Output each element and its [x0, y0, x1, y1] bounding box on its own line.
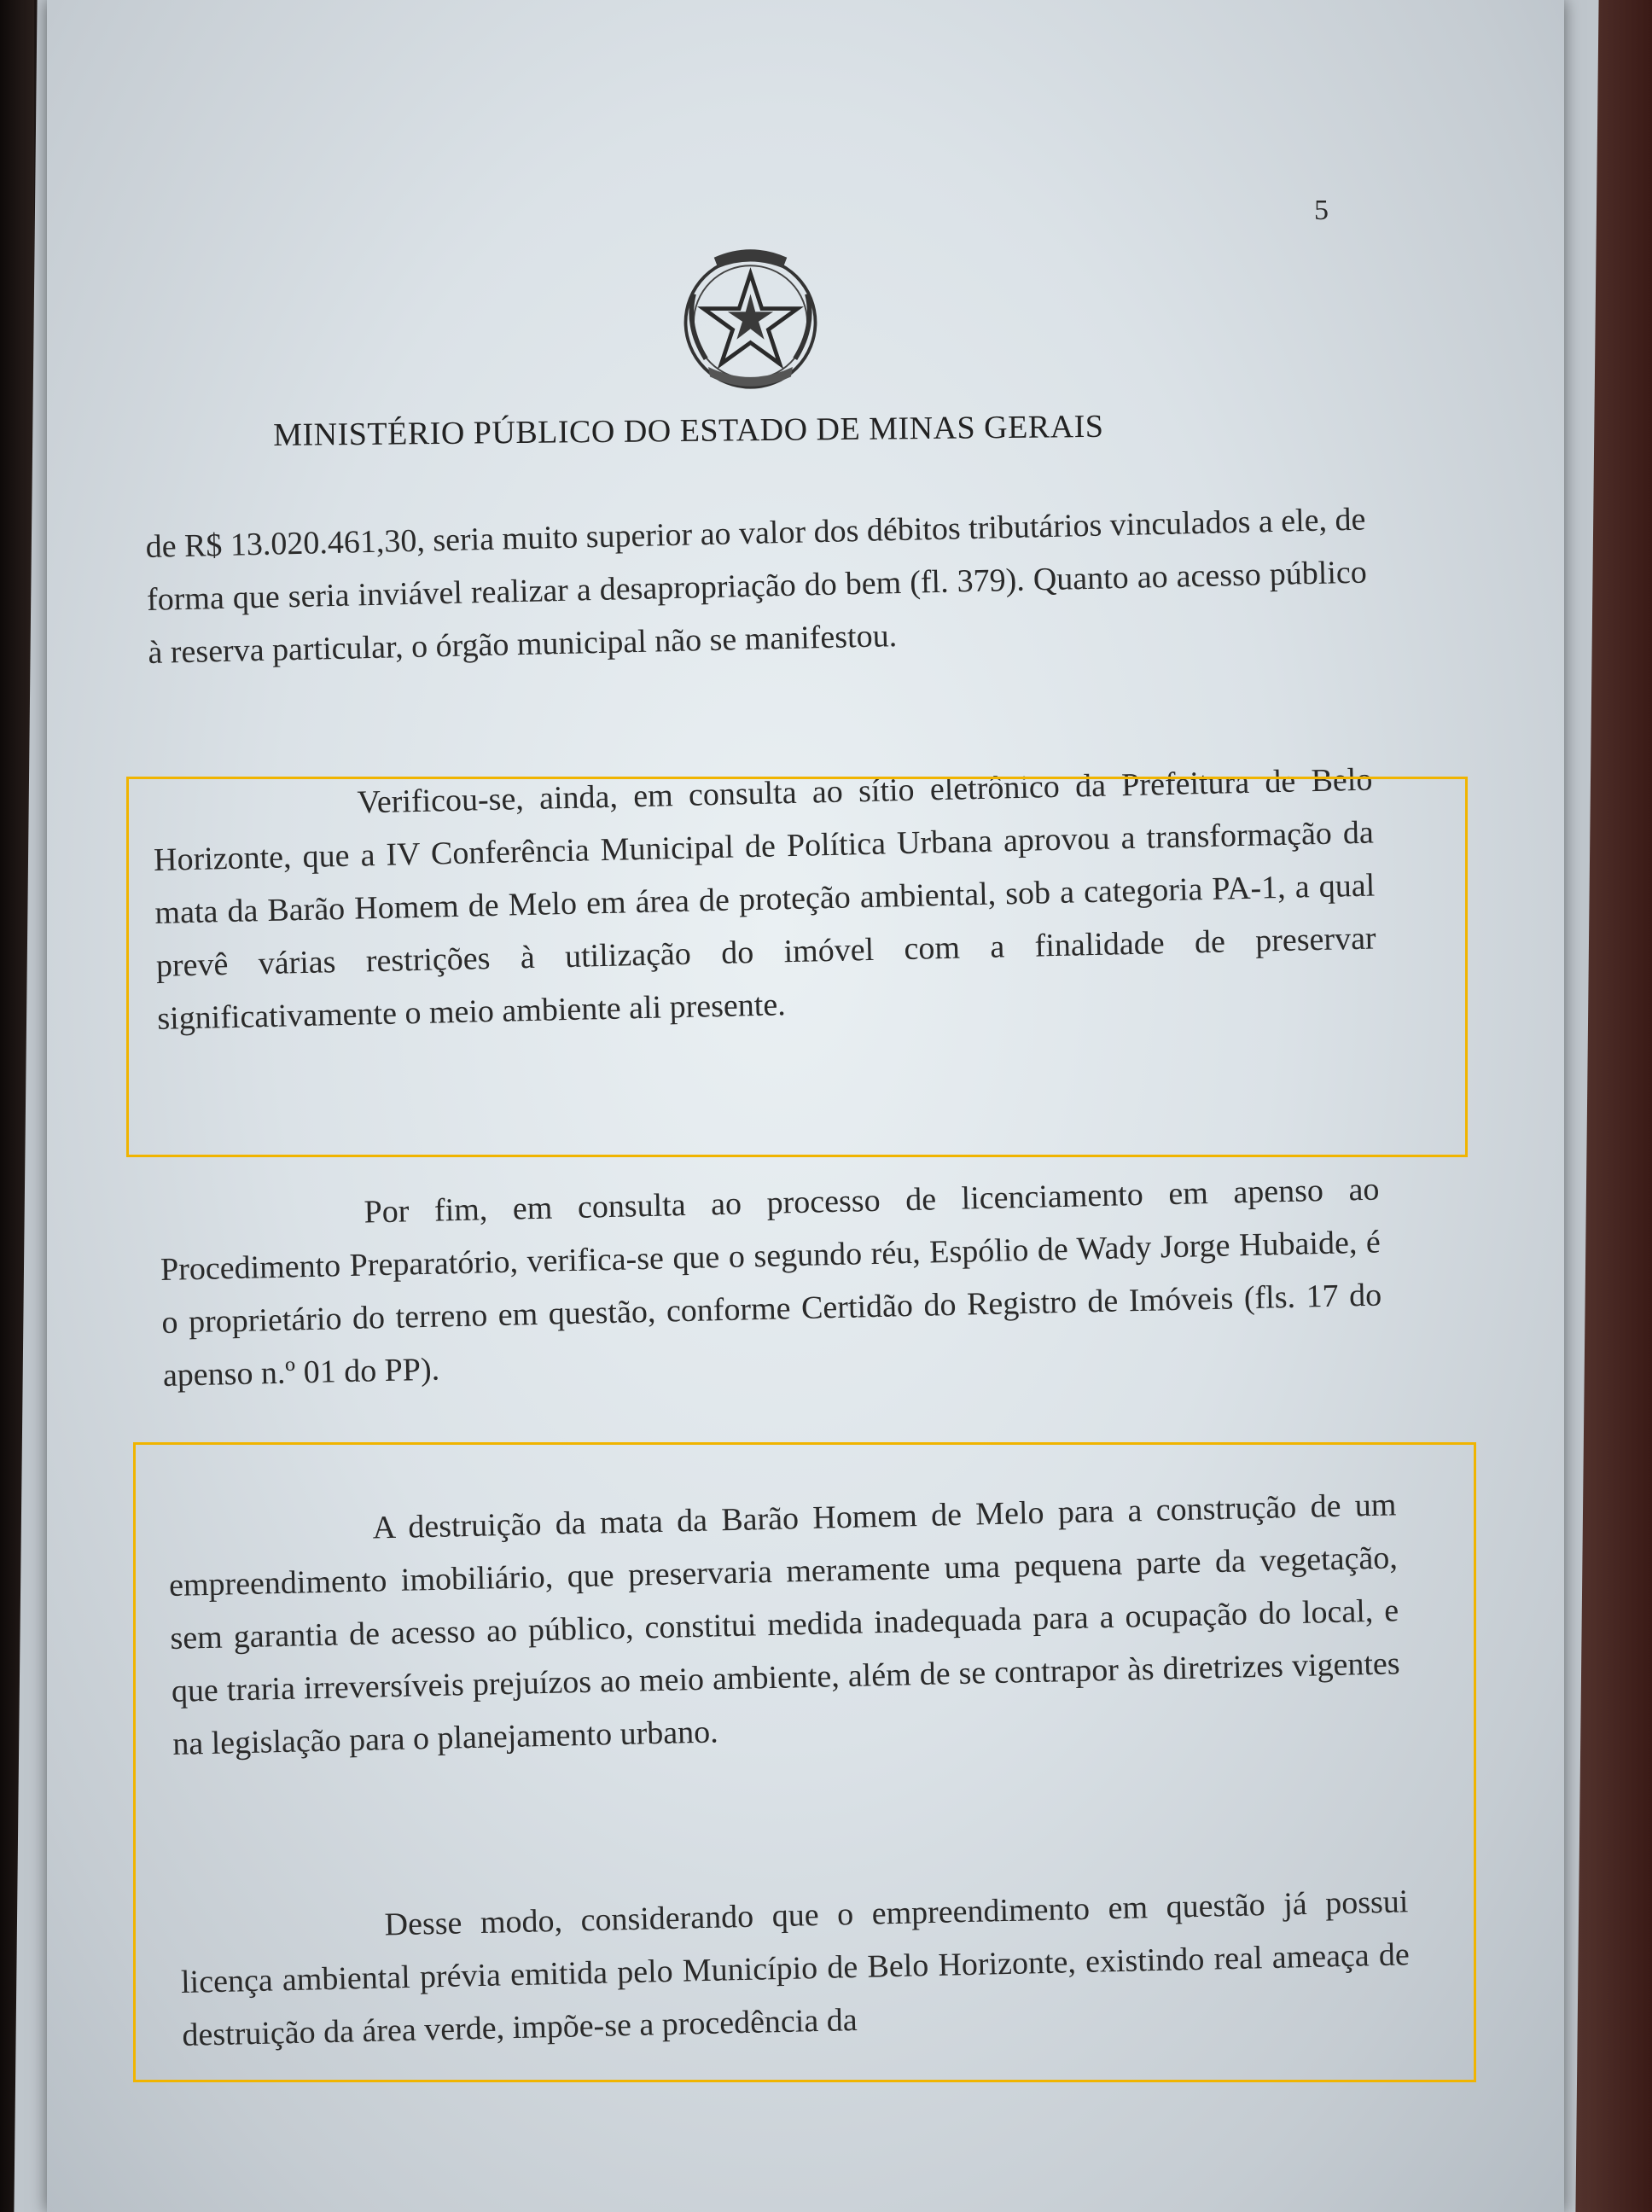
paragraph-3-text: Por fim, em consulta ao processo de licenciamento em apenso ao Procedimento Preparatório, verifica-se que o segundo réu, Espólio de Wady Jorge Hubaide, é o proprietário do terreno em questão, conforme Certidão do Registro de Imóveis (fls. 17 do apenso n.º 01 do PP).	[160, 1171, 1382, 1394]
paragraph-1	[145, 493, 1369, 679]
paragraph-4-text: A destruição da mata da Barão Homem de Melo para a construção de um empreendimento imobiliário, que preservaria meramente uma pequena parte da vegetação, sem garantia de acesso ao público, constitui medida inadequada para a ocupação do local, e que traria irreversíveis prejuízos ao meio ambiente, além de se contrapor às diretrizes vigentes na legislação para o planejamento urbano.	[168, 1487, 1401, 1762]
paragraph-3	[159, 1163, 1383, 1402]
highlight-box-1	[126, 777, 1468, 1157]
page-number: 5	[1314, 195, 1329, 226]
paragraph-1-text: de R$ 13.020.461,30, seria muito superior ao valor dos débitos tributários vinculados a ele, de forma que seria inviável realizar a desapropriação do bem (fl. 379). Quanto ao acesso público à reserva particular, o órgão municipal não se manifestou.	[145, 501, 1368, 671]
highlight-box-2	[133, 1442, 1476, 2082]
paragraph-2-text: Verificou-se, ainda, em consulta ao sítio eletrônico da Prefeitura de Belo Horizonte, que a IV Conferência Municipal de Política Urbana aprovou a transformação da mata da Barão Homem de Melo em área de proteção ambiental, sob a categoria PA-1, a qual prevê várias restrições à utilização do imóvel com a finalidade de preservar significativamente o meio ambiente ali presente.	[153, 761, 1377, 1037]
state-seal-emblem	[667, 237, 834, 399]
paragraph-5-text: Desse modo, considerando que o empreendimento em questão já possui licença ambiental prévia emitida pelo Município de Belo Horizonte, existindo real ameaça de destruição da área verde, impõe-se a procedência da	[180, 1883, 1411, 2053]
page-header-title: MINISTÉRIO PÚBLICO DO ESTADO DE MINAS GERAIS	[273, 408, 1104, 453]
